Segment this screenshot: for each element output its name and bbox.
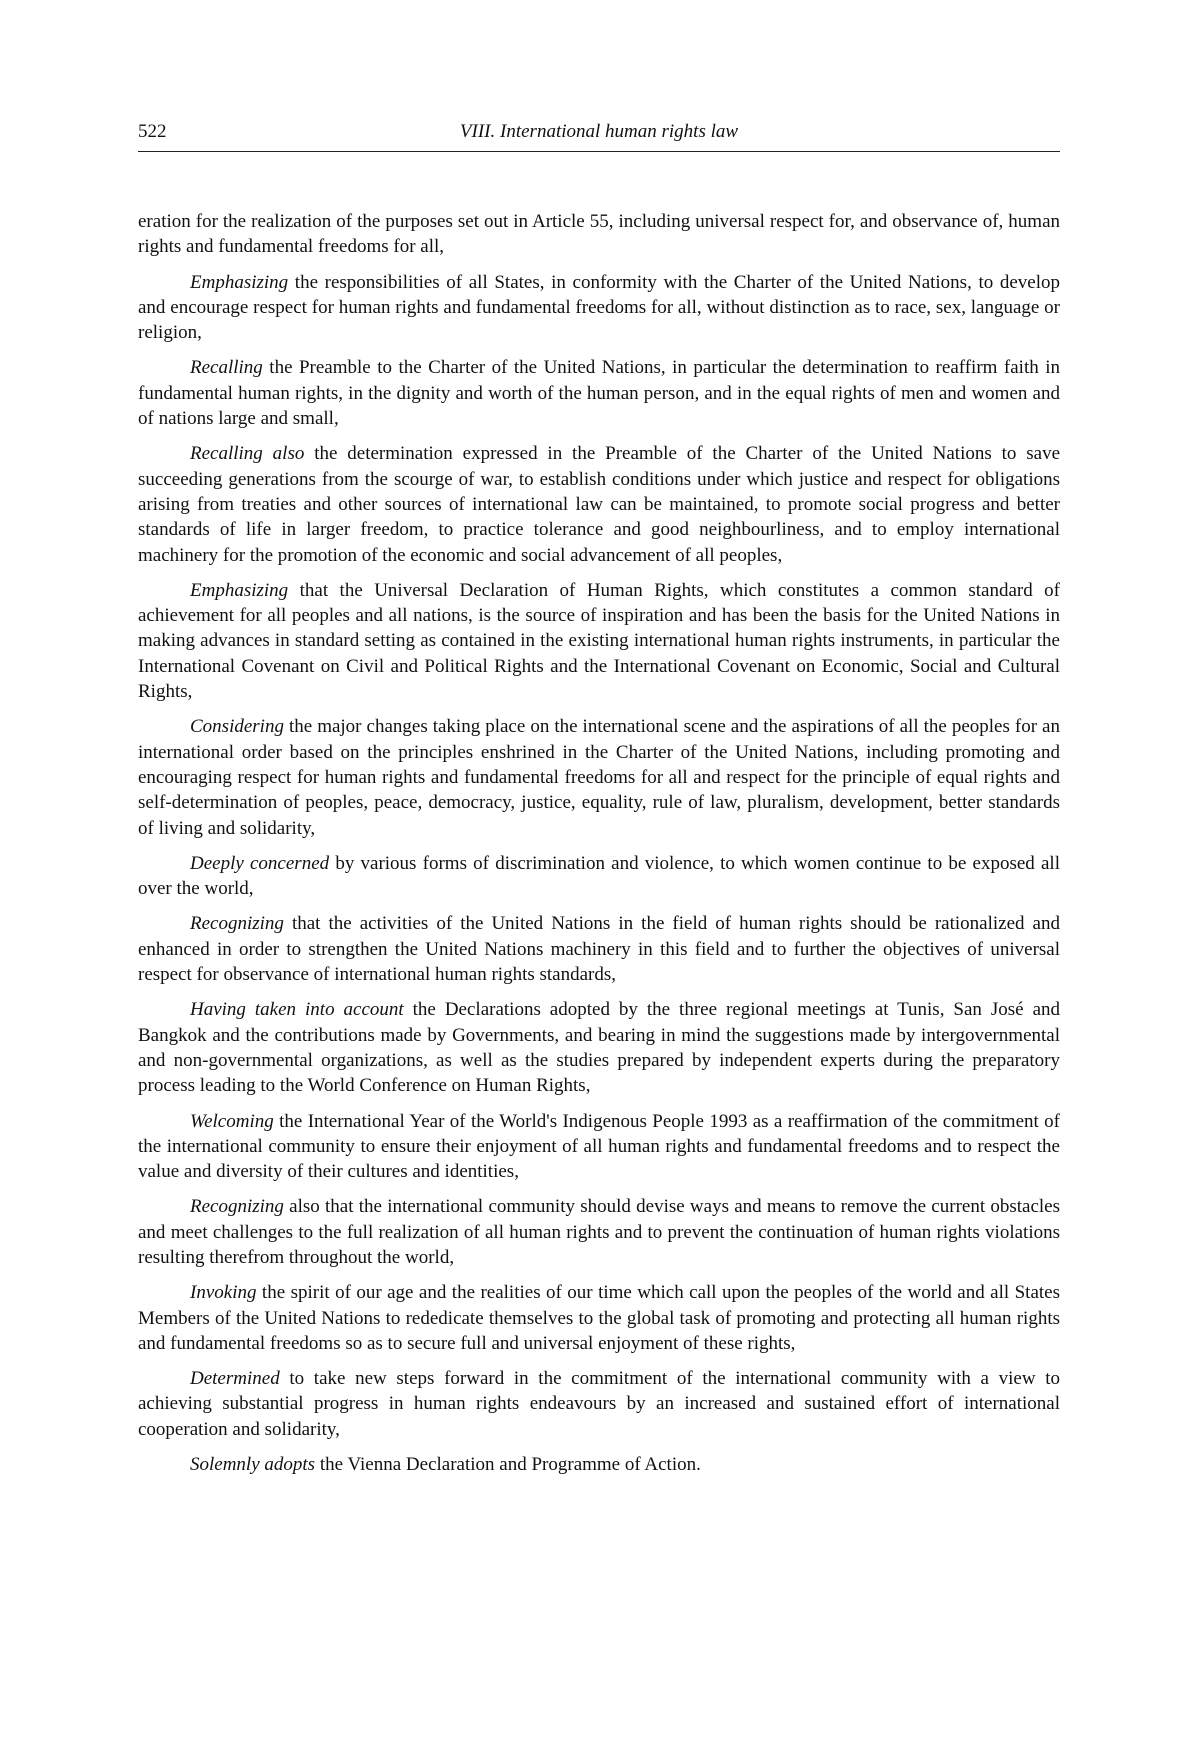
paragraph-lead: Considering xyxy=(190,716,284,738)
paragraph-lead: Emphasizing xyxy=(190,271,289,293)
paragraph-text: the spirit of our age and the realities of our time which call upon the peoples of the world and all States Members of the United Nations to rededicate themselves to the global task of promoting and protecting all human rights and fundamental freedoms so as to secure full and universal enjoyment of these rights, xyxy=(138,1282,1060,1354)
paragraph-lead: Deeply concerned xyxy=(190,852,330,874)
paragraph xyxy=(138,851,1060,902)
paragraph xyxy=(138,911,1060,987)
paragraph-text: by various forms of discrimination and violence, to which women continue to be exposed all over the world, xyxy=(138,852,1060,900)
paragraph-text: to take new steps forward in the commitment of the international community with a view to achieving substantial progress in human rights endeavours by an increased and sustained effort of international cooperation and solidarity, xyxy=(138,1368,1060,1440)
paragraph-lead: Recognizing xyxy=(190,913,284,935)
paragraph-text: the determination expressed in the Preamble of the Charter of the United Nations to save succeeding generations from the scourge of war, to establish conditions under which justice and respect for obligations arising from treaties and other sources of international law can be maintained, to promote social progress and better standards of life in larger freedom, to practice tolerance and good neighbourliness, and to employ international machinery for the promotion of the economic and social advancement of all peoples, xyxy=(138,443,1061,566)
paragraph xyxy=(138,1452,1060,1477)
paragraph-text: the International Year of the World's Indigenous People 1993 as a reaffirmation of the commitment of the international community to ensure their enjoyment of all human rights and fundamental freedoms and to respect the value and diversity of their cultures and identities, xyxy=(138,1110,1060,1183)
paragraph xyxy=(138,1280,1060,1356)
paragraph xyxy=(138,355,1060,431)
paragraph-lead: Recalling also xyxy=(190,443,305,465)
paragraph-text: that the Universal Declaration of Human Rights, which constitutes a common standard of achievement for all peoples and all nations, is the source of inspiration and has been the basis for the United Nations in making advances in standard setting as contained in the existing international human rights instruments, in particular the International Covenant on Civil and Political Rights and the International Covenant on Economic, Social and Cultural Rights, xyxy=(138,579,1060,703)
document-body xyxy=(138,209,1060,1487)
paragraph-lead: Welcoming xyxy=(190,1110,274,1132)
paragraph-lead: Recognizing xyxy=(190,1196,284,1218)
paragraph-lead: Having taken into account xyxy=(190,999,404,1021)
paragraph xyxy=(138,997,1060,1098)
paragraph xyxy=(138,1109,1060,1185)
running-title: VIII. International human rights law xyxy=(459,121,739,142)
paragraph-text: eration for the realization of the purposes set out in Article 55, including universal respect for, and observance of, human rights and fundamental freedoms for all, xyxy=(138,211,1060,258)
paragraph-text: the responsibilities of all States, in conformity with the Charter of the United Nations, to develop and encourage respect for human rights and fundamental freedoms for all, without distinction as to race, sex, language or religion, xyxy=(138,271,1060,344)
paragraph-lead: Emphasizing xyxy=(190,579,289,601)
page-header xyxy=(138,121,1060,152)
paragraph xyxy=(138,209,1060,260)
paragraph-text: the major changes taking place on the international scene and the aspirations of all the peoples for an international order based on the principles enshrined in the Charter of the United Nations, including promoting and encouraging respect for human rights and fundamental freedoms for all and respect for the principle of equal rights and self-determination of peoples, peace, democracy, justice, equality, rule of law, pluralism, development, better standards of living and solidarity, xyxy=(138,716,1060,839)
paragraph-lead: Solemnly adopts xyxy=(190,1454,316,1476)
paragraph xyxy=(138,441,1060,567)
page-number: 522 xyxy=(138,121,167,142)
paragraph xyxy=(138,578,1060,704)
paragraph-lead: Recalling xyxy=(190,357,263,379)
paragraph-text: the Preamble to the Charter of the United Nations, in particular the determination to reaffirm faith in fundamental human rights, in the dignity and worth of the human person, and in the equal rights of men and women and of nations large and small, xyxy=(138,357,1060,430)
paragraph-text: the Declarations adopted by the three regional meetings at Tunis, San José and Bangkok and the contributions made by Governments, and bearing in mind the suggestions made by intergovernmental and non-governmental organizations, as well as the studies prepared by independent experts during the preparatory process leading to the World Conference on Human Rights, xyxy=(138,999,1061,1097)
paragraph-text: the Vienna Declaration and Programme of Action. xyxy=(315,1454,701,1476)
paragraph xyxy=(138,270,1060,346)
paragraph xyxy=(138,1194,1060,1270)
paragraph-lead: Determined xyxy=(190,1368,280,1390)
paragraph-lead: Invoking xyxy=(190,1282,257,1304)
paragraph-text: that the activities of the United Nations in the field of human rights should be rationalized and enhanced in order to strengthen the United Nations machinery in this field and to further the objectives of universal respect for observance of international human rights standards, xyxy=(138,913,1060,986)
paragraph xyxy=(138,714,1060,840)
paragraph-text: also that the international community should devise ways and means to remove the current obstacles and meet challenges to the full realization of all human rights and to prevent the continuation of human rights violations resulting therefrom throughout the world, xyxy=(138,1196,1060,1268)
paragraph xyxy=(138,1366,1060,1442)
